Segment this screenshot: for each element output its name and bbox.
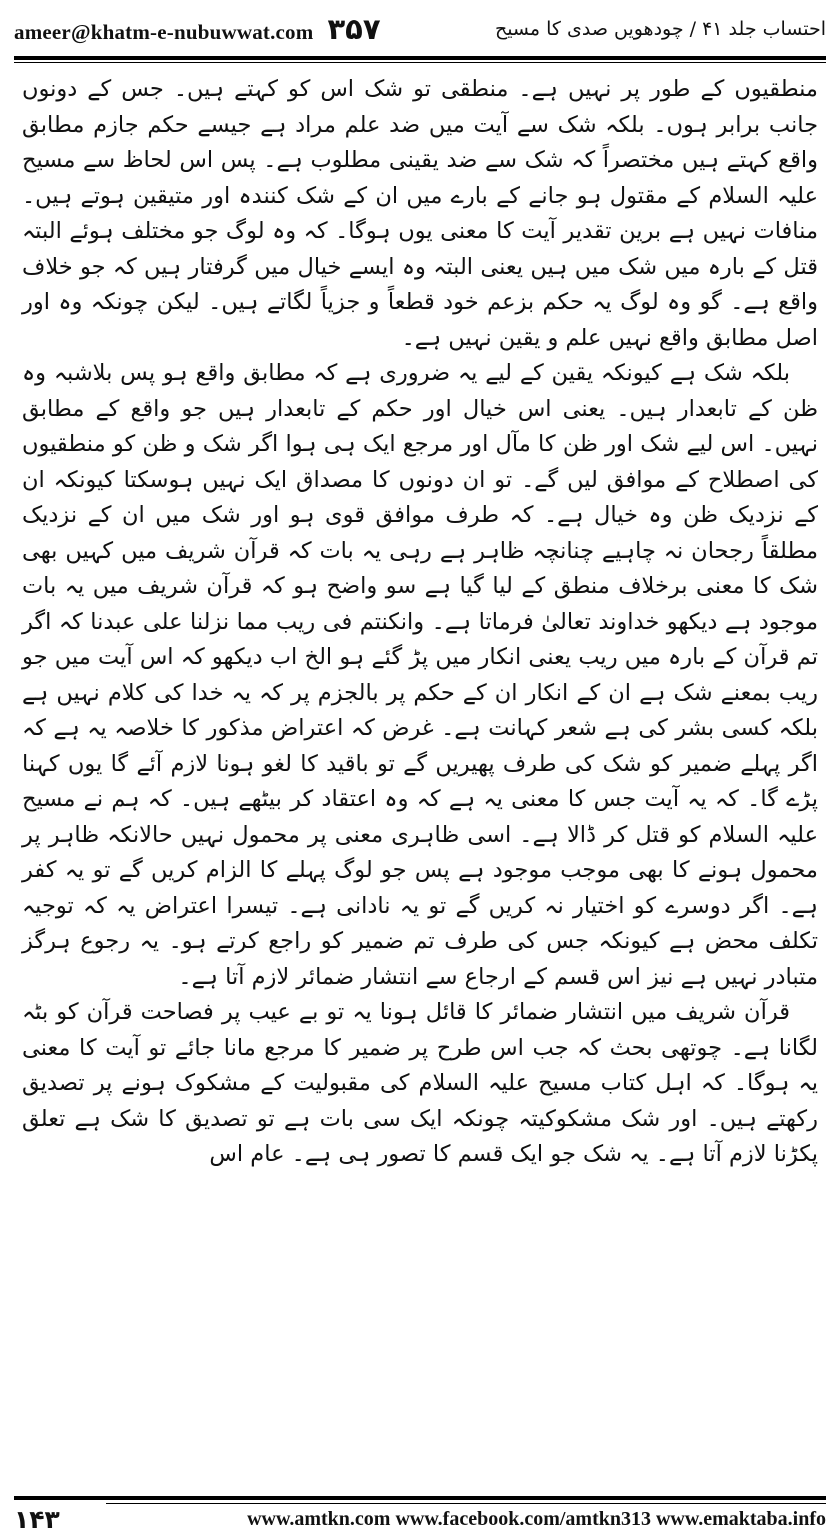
page-footer <box>14 1502 826 1536</box>
paragraph-3: قرآن شریف میں انتشار ضمائر کا قائل ہونا یہ تو بے عیب پر فصاحت قرآن کو بٹہ لگانا ہے۔ چوتھی بحث کہ جب اس طرح پر ضمیر کا مرجع مانا جائے تو آیت کا معنی یہ ہوگا۔ کہ اہل کتاب مسیح علیہ السلام کی مقبولیت کے مشکوک ہونے پر تصدیق رکھتے ہیں۔ اور شک مشکوکیتہ چونکہ ایک سی بات ہے تو تصدیق کا شک ہے تعلق پکڑنا لازم آتا ہے۔ یہ شک جو ایک قسم کا تصور ہی ہے۔ عام اس <box>22 999 818 1167</box>
header-page-number: ۳۵۷ <box>327 12 381 46</box>
header-email: ameer@khatm-e-nubuwwat.com <box>14 20 314 44</box>
header-rule <box>14 56 826 60</box>
paragraph-2: بلکہ شک ہے کیونکہ یقین کے لیے یہ ضروری ہے کہ مطابق واقع ہو پس بلاشبہ وہ ظن کے تابعدار ہیں۔ یعنی اس خیال اور حکم کے تابعدار ہیں جو واقع کے مطابق نہیں۔ اس لیے شک اور ظن کا مآل اور مرجع ایک ہی ہوا اگر شک و ظن کو منطقیوں کی اصطلاح کے موافق لیں گے۔ تو ان دونوں کا مصداق ایک نہیں ہوسکتا کیونکہ ان کے نزدیک ظن وہ خیال ہے۔ کہ طرف موافق قوی ہو اور شک میں ان کے نزدیک مطلقاً رجحان نہ چاہیے چنانچہ ظاہر ہے رہی یہ بات کہ قرآن شریف میں کہیں بھی شک کا معنی برخلاف منطق کے لیا گیا ہے سو واضح ہو کہ قرآن شریف میں یہ بات موجود ہے دیکھو خداوند تعالیٰ فرماتا ہے۔ وانکنتم فی ریب مما نزلنا علی عبدنا کہ اگر تم قرآن کے بارہ میں ریب یعنی انکار میں پڑ گئے ہو الخ اب دیکھو کہ اس آیت میں جو ریب بمعنے شک ہے ان کے انکار ان کے حکم پر بالجزم پر کہ یہ خدا کی کلام نہیں ہے بلکہ کسی بشر کی ہے شعر کہانت ہے۔ غرض کہ اعتراض مذکور کا خلاصہ یہ ہے کہ اگر پہلے ضمیر کو شک کی طرف پھیریں گے تو باقید کا لغو ہونا لازم آئے گا یوں کہنا پڑے گا۔ کہ یہ آیت جس کا معنی یہ ہے کہ وہ اعتقاد کر بیٹھے ہیں۔ کہ ہم نے مسیح علیہ السلام کو قتل کر ڈالا ہے۔ اسی ظاہری معنی پر محمول نہیں حالانکہ ظاہر پر محمول ہونے کا بھی موجب موجود ہے پس جو لوگ پہلے کا الزام کریں گے تو یہ کفر ہے۔ اگر دوسرے کو اختیار نہ کریں گے تو یہ نادانی ہے۔ تیسرا اعتراض یہ کہ توجیہ تکلف محض ہے کیونکہ جس کی طرف تم ضمیر کو راجع کرتے ہو۔ یہ رجوع ہرگز متبادر نہیں ہے نیز اس قسم کے ارجاع سے انتشار ضمائر لازم آتا ہے۔ <box>22 360 818 990</box>
header-book-title: احتساب جلد ۴۱ / چودھویں صدی کا مسیح <box>494 18 826 40</box>
paragraph-1: منطقیوں کے طور پر نہیں ہے۔ منطقی تو شک اس کو کہتے ہیں۔ جس کے دونوں جانب برابر ہوں۔ بلکہ شک سے آیت میں ضد علم مراد ہے جیسے حکم جازم مطابق واقع کہتے ہیں مختصراً کہ شک سے ضد یقینی مطلوب ہے۔ پس اس لحاظ سے مسیح علیہ السلام کے مقتول ہو جانے کے بارے میں ان کے شک کنندہ اور متیقین ہوتے ہیں۔ منافات نہیں ہے برین تقدیر آیت کا معنی یوں ہوگا۔ کہ وہ لوگ جو مختلف ہوئے البتہ قتل کے بارہ میں شک میں ہیں یعنی البتہ وہ ایسے خیال میں گرفتار ہیں کہ جو خلاف واقع ہے۔ گو وہ لوگ یہ حکم بزعم خود قطعاً و جزیاً لگاتے ہیں۔ لیکن چونکہ وہ اور اصل مطابق واقع نہیں علم و یقین نہیں ہے۔ <box>22 76 818 351</box>
header-rule-thin <box>14 62 826 63</box>
footer-rule <box>14 1496 826 1500</box>
footer-page-number: ۱۴۳ <box>14 1504 60 1534</box>
header-left <box>14 12 381 46</box>
footer-links: www.amtkn.com www.facebook.com/amtkn313 www.emaktaba.info <box>247 1507 826 1530</box>
page-body <box>22 72 818 1488</box>
page-header <box>14 12 826 46</box>
